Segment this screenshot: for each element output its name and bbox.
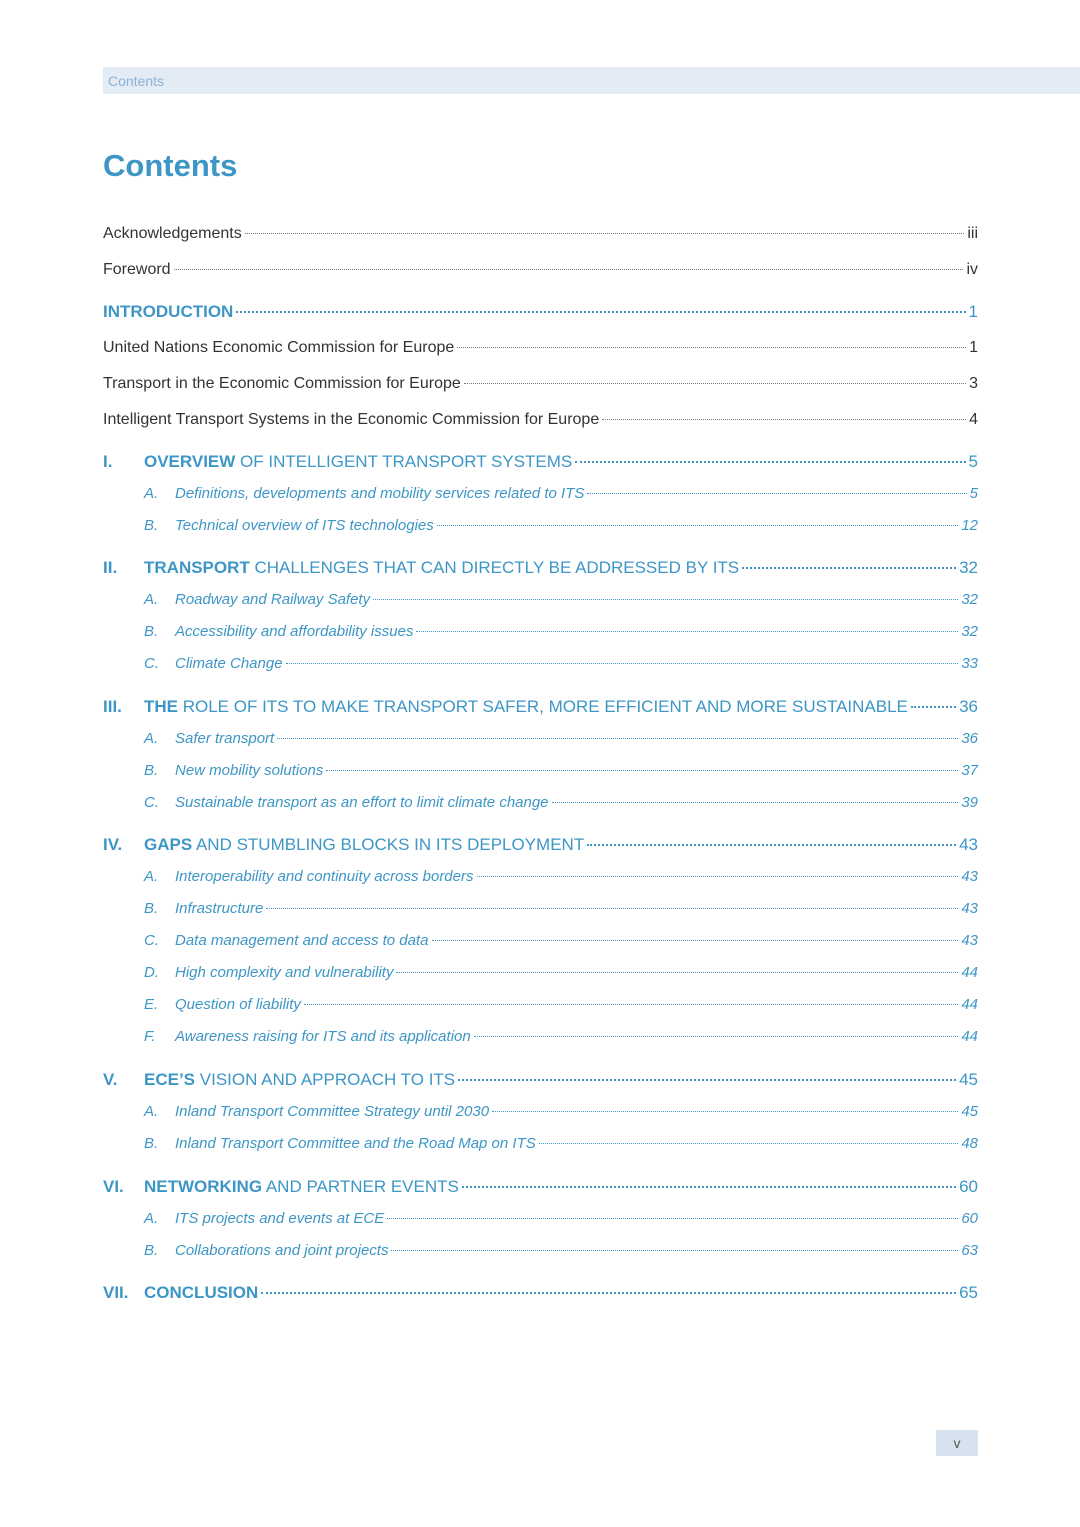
toc-section-title-rest: AND STUMBLING BLOCKS IN ITS DEPLOYMENT [192,835,585,854]
toc-subsection-letter: E. [144,996,159,1013]
running-header-band [103,67,1080,94]
toc-subsection-page: 33 [961,655,978,672]
toc-subsection-letter: A. [144,1103,159,1120]
toc-subsection-title: Inland Transport Committee and the Road Map on ITS [175,1135,536,1152]
toc-subsection-letter: F. [144,1028,156,1045]
toc-subsection-letter: C. [144,794,159,811]
dot-leader [373,599,958,600]
dot-leader [458,1079,956,1081]
toc-subsection-title: ITS projects and events at ECE [175,1210,385,1227]
toc-subsection-title: Roadway and Railway Safety [175,591,371,608]
toc-subsection-page: 43 [961,932,978,949]
dot-leader [261,1292,956,1294]
dot-leader [396,972,958,973]
toc-subsection-page: 43 [961,868,978,885]
toc-subsection-page: 60 [961,1210,978,1227]
toc-subsection-letter: D. [144,964,159,981]
dot-leader [387,1218,958,1219]
toc-subsection-title: New mobility solutions [175,762,324,779]
toc-subsection-title: Interoperability and continuity across borders [175,868,474,885]
toc-section-page: 65 [959,1283,978,1302]
toc-section-title-lead: CONCLUSION [144,1283,259,1302]
toc-entry-title: Acknowledgements [103,225,242,242]
dot-leader [326,770,958,771]
toc-subsection-page: 32 [961,623,978,640]
dot-leader [391,1250,958,1251]
toc-section-page: 32 [959,558,978,577]
dot-leader [464,383,966,384]
dot-leader [266,908,958,909]
toc-section[interactable] [103,835,978,855]
toc-subsection-title: Question of liability [175,996,301,1013]
toc-section[interactable] [103,1177,978,1197]
toc-section[interactable] [103,452,978,472]
toc-section-title [144,558,739,578]
toc-subsection-page: 44 [961,1028,978,1045]
toc-subsection-letter: C. [144,932,159,949]
toc-subsection-letter: B. [144,623,159,640]
toc-section-title-rest: AND PARTNER EVENTS [262,1177,459,1196]
toc-subsection-page: 5 [969,485,978,502]
toc-section-title-rest: OF INTELLIGENT TRANSPORT SYSTEMS [235,452,573,471]
toc-subsection-letter: B. [144,1242,159,1259]
toc-subsection-letter: B. [144,1135,159,1152]
toc-subsection-title: Technical overview of ITS technologies [175,517,434,534]
toc-subsection[interactable] [103,900,978,917]
dot-leader [552,802,959,803]
toc-entry-page: 1 [969,339,978,356]
toc-section-page: 60 [959,1177,978,1196]
toc-introduction[interactable] [103,302,978,322]
toc-subsection-title: Inland Transport Committee Strategy until 2030 [175,1103,490,1120]
toc-subsection-letter: A. [144,1210,159,1227]
toc-entry-page: iii [967,225,978,242]
dot-leader [236,311,965,313]
toc-section-title: INTRODUCTION [103,302,234,321]
dot-leader [742,567,956,569]
toc-section-number: III. [103,697,122,716]
running-header-label: Contents [108,73,165,89]
toc-entry[interactable] [103,411,978,429]
toc-section-number: II. [103,558,118,577]
dot-leader [587,493,966,494]
toc-subsection-letter: A. [144,591,159,608]
toc-subsection-title: Awareness raising for ITS and its application [175,1028,471,1045]
dot-leader [286,663,959,664]
toc-subsection-title: Sustainable transport as an effort to limit climate change [175,794,549,811]
toc-subsection-page: 39 [961,794,978,811]
toc-subsection[interactable] [103,868,978,885]
toc-subsection[interactable] [103,1135,978,1152]
toc-entry[interactable] [103,339,978,357]
toc-subsection-letter: A. [144,868,159,885]
toc-subsection[interactable] [103,964,978,981]
toc-entry-title: United Nations Economic Commission for Europe [103,339,455,356]
toc-subsection-page: 36 [961,730,978,747]
dot-leader [602,419,966,420]
page-number: v [936,1430,978,1456]
toc-section[interactable] [103,1283,978,1303]
toc-subsection-letter: C. [144,655,159,672]
toc-subsection-page: 43 [961,900,978,917]
toc-section-page: 36 [959,697,978,716]
toc-subsection-letter: A. [144,485,159,502]
toc-section-title-lead: THE [144,697,178,716]
toc-section-title [144,1177,459,1197]
toc-subsection-page: 44 [961,996,978,1013]
toc-section-page: 1 [968,302,978,321]
dot-leader [477,876,959,877]
toc-subsection[interactable] [103,932,978,949]
toc-subsection[interactable] [103,655,978,672]
toc-entry[interactable] [103,261,978,279]
dot-leader [911,706,956,708]
toc-section-title [144,1283,258,1303]
toc-section-page: 43 [959,835,978,854]
dot-leader [474,1036,959,1037]
toc-subsection-page: 45 [961,1103,978,1120]
dot-leader [587,844,956,846]
toc-subsection-title: Accessibility and affordability issues [175,623,414,640]
page-title: Contents [103,148,238,183]
toc-section-title-lead: ECE’S [144,1070,196,1089]
toc-entry-title: Transport in the Economic Commission for Europe [103,375,461,392]
toc-subsection-title: Collaborations and joint projects [175,1242,389,1259]
toc-subsection[interactable] [103,485,978,502]
toc-section-title [144,697,908,717]
toc-subsection-title: Climate Change [175,655,283,672]
toc-subsection-page: 48 [961,1135,978,1152]
toc-subsection-letter: A. [144,730,159,747]
dot-leader [416,631,958,632]
toc-subsection-letter: B. [144,762,159,779]
toc-section[interactable] [103,697,978,717]
toc-section-number: VI. [103,1177,124,1196]
toc-subsection-page: 32 [961,591,978,608]
toc-subsection[interactable] [103,1103,978,1120]
toc-entry-page: 3 [969,375,978,392]
toc-subsection-page: 44 [961,964,978,981]
toc-subsection[interactable] [103,623,978,640]
toc-subsection-title: Safer transport [175,730,275,747]
dot-leader [245,233,965,234]
toc-subsection-title: Definitions, developments and mobility services related to ITS [175,485,585,502]
toc-subsection[interactable] [103,517,978,534]
toc-section-title-lead: TRANSPORT [144,558,250,577]
toc-subsection-title: High complexity and vulnerability [175,964,394,981]
toc-section-title-lead: NETWORKING [144,1177,263,1196]
dot-leader [304,1004,958,1005]
toc-subsection-page: 63 [961,1242,978,1259]
toc-entry[interactable] [103,375,978,393]
toc-section-number: VII. [103,1283,129,1302]
toc-subsection-title: Infrastructure [175,900,264,917]
toc-section[interactable] [103,1070,978,1090]
toc-section-number: IV. [103,835,123,854]
toc-subsection[interactable] [103,1242,978,1259]
dot-leader [575,461,965,463]
dot-leader [539,1143,959,1144]
toc-entry-title: Intelligent Transport Systems in the Economic Commission for Europe [103,411,600,428]
dot-leader [437,525,959,526]
dot-leader [174,269,964,270]
toc-section[interactable] [103,558,978,578]
toc-section-title [144,835,584,855]
toc-subsection[interactable] [103,794,978,811]
toc-entry-page: 4 [969,411,978,428]
toc-subsection[interactable] [103,996,978,1013]
toc-subsection[interactable] [103,591,978,608]
toc-subsection-letter: B. [144,517,159,534]
toc-entry-page: iv [966,261,978,278]
dot-leader [277,738,958,739]
toc-section-title-lead: GAPS [144,835,193,854]
dot-leader [432,940,959,941]
toc-subsection-page: 37 [961,762,978,779]
toc-subsection[interactable] [103,1210,978,1227]
toc-subsection[interactable] [103,762,978,779]
toc-subsection[interactable] [103,730,978,747]
toc-entry-title: Foreword [103,261,171,278]
toc-section-number: V. [103,1070,118,1089]
toc-section-title [144,1070,455,1090]
toc-subsection-letter: B. [144,900,159,917]
dot-leader [492,1111,958,1112]
dot-leader [457,347,966,348]
toc-section-title-lead: OVERVIEW [144,452,236,471]
toc-section-page: 5 [968,452,978,471]
toc-section-title-rest: CHALLENGES THAT CAN DIRECTLY BE ADDRESSED BY ITS [249,558,740,577]
toc-section-title [144,452,572,472]
toc-subsection-page: 12 [961,517,978,534]
toc-subsection[interactable] [103,1028,978,1045]
toc-section-page: 45 [959,1070,978,1089]
dot-leader [462,1186,956,1188]
toc-section-title-rest: ROLE OF ITS TO MAKE TRANSPORT SAFER, MORE EFFICIENT AND MORE SUSTAINABLE [178,697,908,716]
toc-section-number: I. [103,452,113,471]
toc-section-title-rest: VISION AND APPROACH TO ITS [195,1070,456,1089]
toc-subsection-title: Data management and access to data [175,932,429,949]
toc-entry[interactable] [103,225,978,243]
